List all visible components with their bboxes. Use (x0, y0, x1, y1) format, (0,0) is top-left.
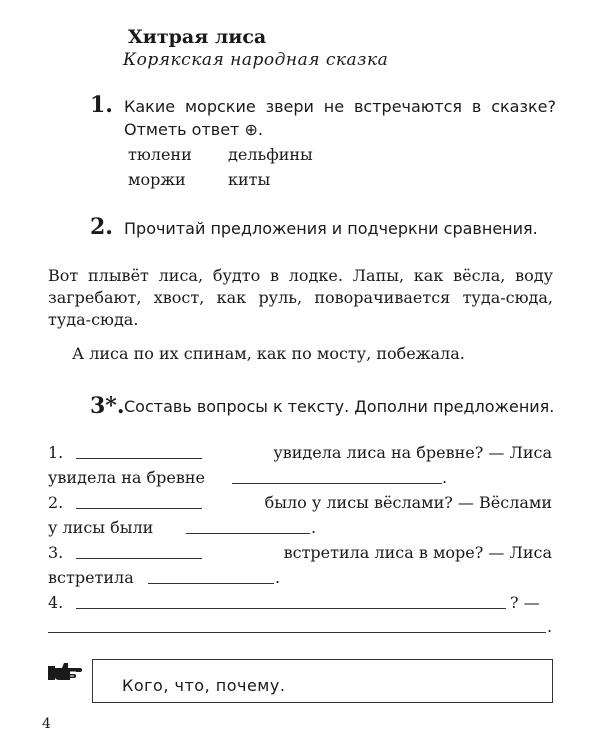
period: . (547, 617, 553, 636)
item-number: 2. (48, 493, 64, 512)
pointing-hand-icon (48, 660, 82, 684)
answer-blank[interactable] (76, 508, 202, 509)
item-number: 4. (48, 593, 64, 612)
item-number: 1. (48, 443, 64, 462)
option-item: моржи (128, 170, 186, 189)
tip-text: Кого, что, почему. (122, 676, 286, 695)
answer-blank[interactable] (148, 583, 274, 584)
item-number: 3. (48, 543, 64, 562)
answer-blank[interactable] (76, 558, 202, 559)
task-2-number: 2. (90, 214, 113, 240)
task-3-text: Составь вопросы к тексту. Дополни предложения. (124, 397, 555, 416)
task-1-number: 1. (90, 92, 113, 118)
answer-blank[interactable] (232, 483, 442, 484)
task-1-text: Какие морские звери не встречаются в сказке? Отметь ответ ⊕. (124, 97, 556, 139)
page-number: 4 (42, 716, 51, 732)
answer-prefix: увидела на бревне (48, 468, 205, 487)
period: . (311, 518, 317, 537)
answer-blank[interactable] (186, 533, 310, 534)
option-item: тюлени (128, 145, 192, 164)
answer-blank[interactable] (48, 632, 546, 633)
answer-blank[interactable] (76, 608, 506, 609)
option-item: киты (228, 170, 271, 189)
period: . (275, 568, 281, 587)
question-text: встретила лиса в море? — Лиса (283, 543, 552, 562)
reading-paragraph: Вот плывёт лиса, будто в лодке. Лапы, как вёсла, воду загребают, хвост, как руль, поворачивается туда-сюда, туда-сюда. (48, 266, 553, 329)
question-text: ? — (510, 593, 540, 612)
page-title: Хитрая лиса (128, 26, 267, 48)
question-text: увидела лиса на бревне? — Лиса (273, 443, 552, 462)
task-3-number: 3*. (90, 393, 125, 419)
answer-blank[interactable] (76, 458, 202, 459)
answer-prefix: у лисы были (48, 518, 154, 537)
page-subtitle: Корякская народная сказка (123, 50, 389, 70)
answer-prefix: встретила (48, 568, 134, 587)
task-2-text: Прочитай предложения и подчеркни сравнения. (124, 219, 538, 238)
question-text: было у лисы вёслами? — Вёслами (264, 493, 552, 512)
reading-paragraph: А лиса по их спинам, как по мосту, побежала. (72, 344, 465, 363)
period: . (442, 468, 448, 487)
option-item: дельфины (228, 145, 313, 164)
